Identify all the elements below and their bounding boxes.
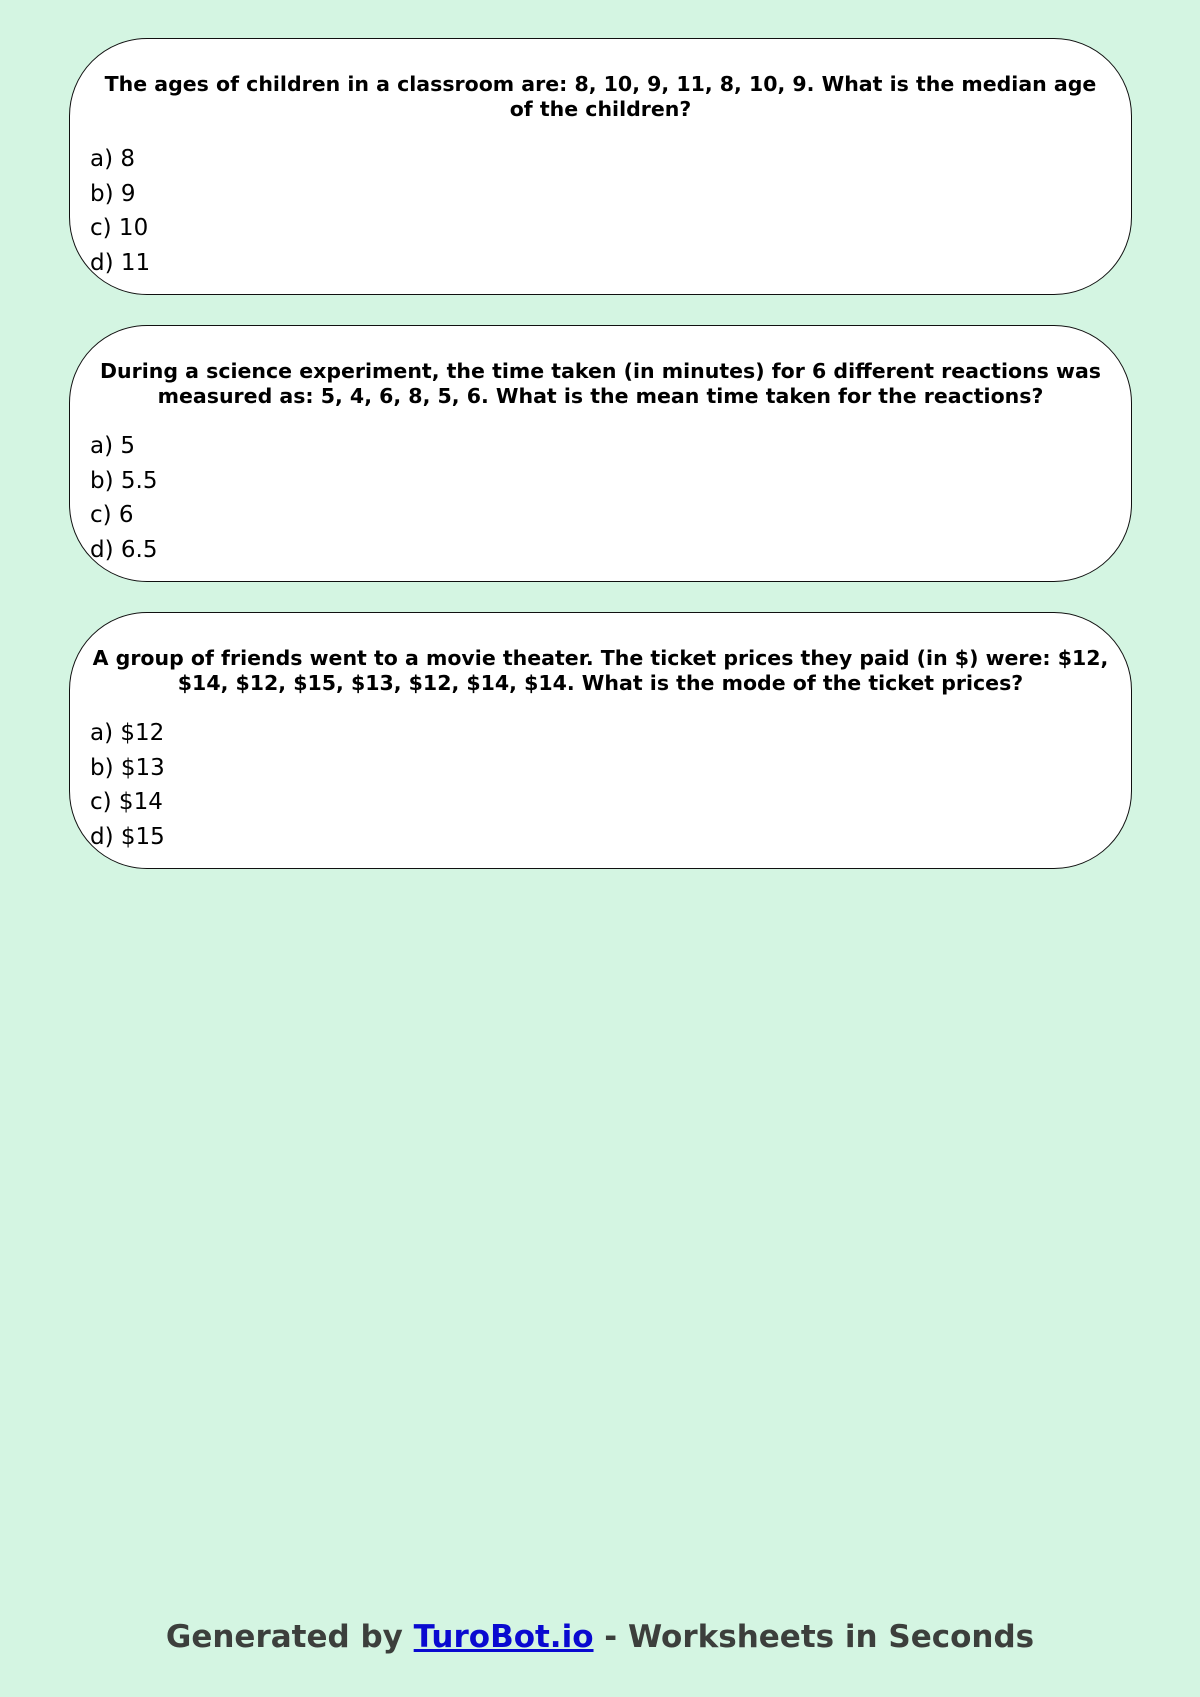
question-text: The ages of children in a classroom are: 8, 10, 9, 11, 8, 10, 9. What is the median age of the children? <box>104 72 1097 121</box>
answer-option-b: b) $13 <box>90 754 165 781</box>
footer-credit <box>0 1616 1200 1658</box>
answer-option-a: a) 5 <box>90 433 136 459</box>
answer-option-a: a) 8 <box>90 146 136 172</box>
answer-option-d: d) $15 <box>90 823 165 850</box>
answer-options <box>90 142 1111 280</box>
turobot-link[interactable]: TuroBot.io <box>413 1619 594 1655</box>
question-text: During a science experiment, the time taken (in minutes) for 6 different reactions was measured as: 5, 4, 6, 8, 5, 6. What is the mean time taken for the reactions? <box>100 359 1101 408</box>
answer-options <box>90 429 1111 567</box>
answer-options <box>90 716 1111 854</box>
answer-option-c: c) 6 <box>90 502 134 528</box>
answer-option-d: d) 11 <box>90 249 151 276</box>
question-text: A group of friends went to a movie theater. The ticket prices they paid (in $) were: $12, $14, $12, $15, $13, $12, $14, $14. What is the mode of the ticket prices? <box>92 646 1109 695</box>
answer-option-b: b) 5.5 <box>90 467 158 494</box>
footer-prefix: Generated by <box>165 1619 414 1655</box>
question-list <box>69 38 1132 899</box>
answer-option-c: c) $14 <box>90 789 163 815</box>
footer-suffix: - Worksheets in Seconds <box>593 1619 1035 1655</box>
question-card-2 <box>69 325 1132 582</box>
question-card-3 <box>69 612 1132 869</box>
answer-option-d: d) 6.5 <box>90 536 158 563</box>
question-card-1 <box>69 38 1132 295</box>
answer-option-b: b) 9 <box>90 180 136 207</box>
answer-option-a: a) $12 <box>90 720 165 746</box>
answer-option-c: c) 10 <box>90 215 149 241</box>
